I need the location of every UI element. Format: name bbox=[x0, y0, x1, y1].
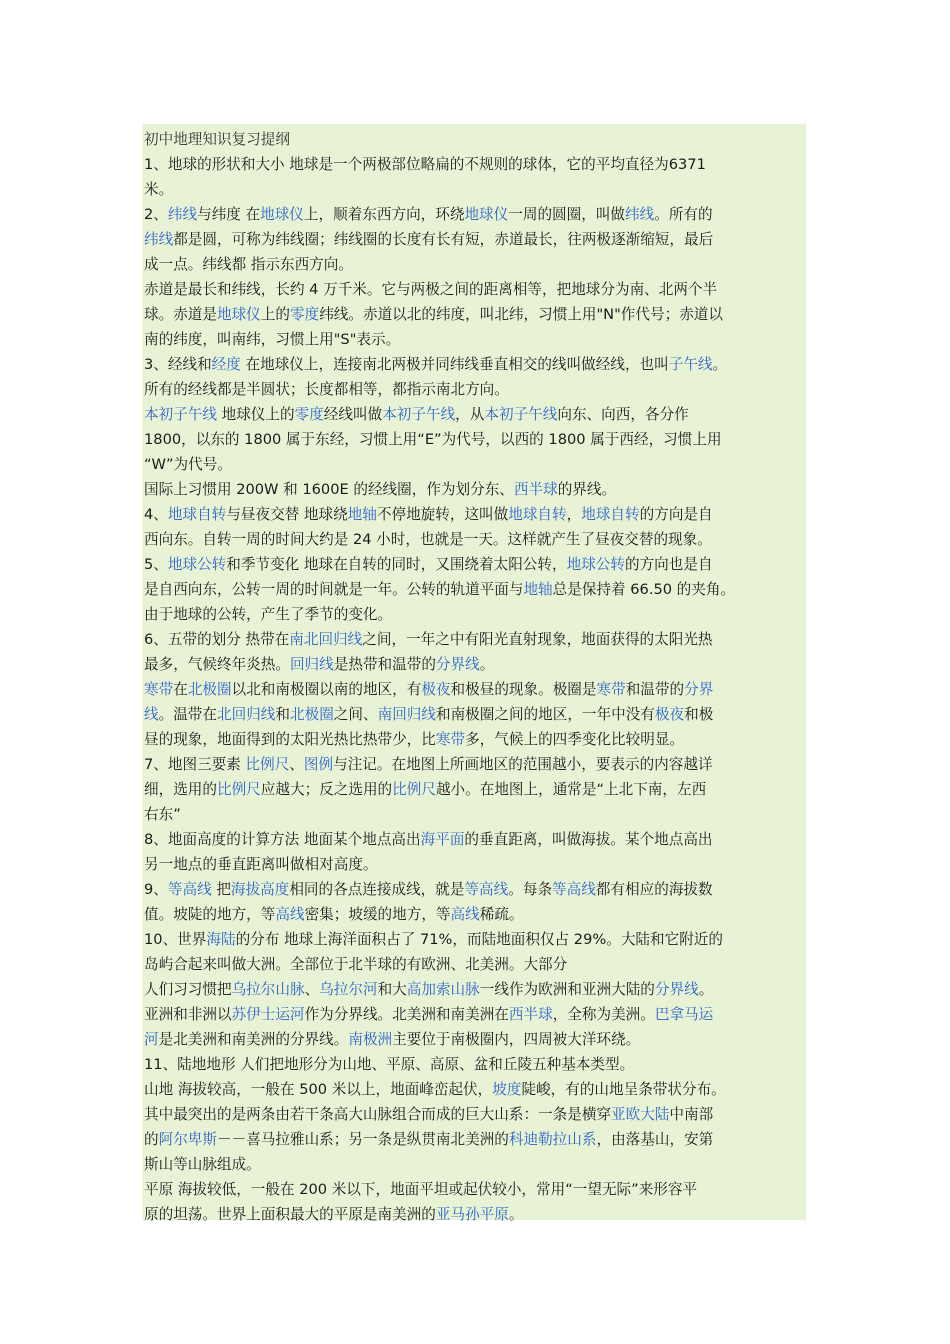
text-line bbox=[144, 152, 808, 177]
term-link[interactable]: 海平面 bbox=[420, 831, 465, 848]
text-line bbox=[144, 277, 808, 302]
text-segment: 是热带和温带的 bbox=[333, 656, 436, 673]
text-segment: 和大 bbox=[377, 981, 407, 998]
term-link[interactable]: 乌拉尔河 bbox=[319, 981, 378, 998]
term-link[interactable]: 阿尔卑斯 bbox=[158, 1131, 217, 1148]
term-link[interactable]: 北极圈 bbox=[187, 681, 232, 698]
text-segment: 右东” bbox=[144, 806, 181, 823]
text-segment: 1800，以东的 1800 属于东经，习惯上用“E”为代号，以西的 1800 属于西经，习惯上用 bbox=[144, 431, 722, 448]
text-segment: 11、陆地地形 人们把地形分为山地、平原、高原、盆和丘陵五种基本类型。 bbox=[144, 1056, 635, 1073]
text-segment: 赤道是最长和纬线，长约 4 万千米。它与两极之间的距离相等，把地球分为南、北两个半 bbox=[144, 281, 718, 298]
term-link[interactable]: 纬线 bbox=[625, 206, 655, 223]
text-line bbox=[144, 327, 808, 352]
text-segment: 3、经线和 bbox=[144, 356, 212, 373]
text-segment: 9、 bbox=[144, 881, 168, 898]
text-segment: 相同的各点连接成线，就是 bbox=[289, 881, 465, 898]
term-link[interactable]: 经度 bbox=[211, 356, 241, 373]
text-line bbox=[144, 377, 808, 402]
term-link[interactable]: 寒带 bbox=[435, 731, 466, 748]
text-segment: 昼的现象，地面得到的太阳光热比热带少，比 bbox=[144, 731, 436, 748]
term-link[interactable]: 地轴 bbox=[523, 581, 553, 598]
term-link[interactable]: 南回归线 bbox=[377, 706, 436, 723]
term-link[interactable]: 比例尺 bbox=[216, 781, 261, 798]
text-segment: 。 bbox=[479, 656, 495, 673]
text-segment: 都有相应的海拔数 bbox=[595, 881, 713, 898]
text-segment: －－喜马拉雅山系；另一条是纵贯南北美洲的 bbox=[217, 1131, 509, 1148]
text-segment: 中南部 bbox=[669, 1106, 714, 1123]
text-segment: 之间，一年之中有阳光直射现象，地面获得的太阳光热 bbox=[362, 631, 713, 648]
text-line bbox=[144, 202, 808, 227]
text-segment: 一周的圆圈，叫做 bbox=[508, 206, 626, 223]
text-line bbox=[144, 977, 808, 1002]
text-segment: 在 bbox=[173, 681, 188, 698]
text-segment: 。 bbox=[508, 1206, 524, 1223]
text-line bbox=[144, 1152, 808, 1177]
text-segment: 和南极圈之间的地区，一年中没有 bbox=[435, 706, 655, 723]
text-line bbox=[144, 802, 808, 827]
text-line bbox=[144, 777, 808, 802]
text-line bbox=[144, 302, 808, 327]
term-link[interactable]: 南北回归线 bbox=[289, 631, 363, 648]
term-link[interactable]: 线 bbox=[144, 706, 159, 723]
text-segment: 和极昼的现象。极圈是 bbox=[450, 681, 597, 698]
text-segment: 。温带在 bbox=[158, 706, 217, 723]
term-link[interactable]: 回归线 bbox=[289, 656, 334, 673]
text-segment: 、 bbox=[289, 756, 304, 773]
text-line bbox=[144, 577, 808, 602]
text-segment: 。 bbox=[712, 356, 728, 373]
term-link[interactable]: 分界线 bbox=[435, 656, 480, 673]
text-segment: 陡峻，有的山地呈条带状分布。 bbox=[521, 1081, 726, 1098]
text-segment: 另一地点的垂直距离叫做相对高度。 bbox=[144, 856, 378, 873]
term-link[interactable]: 零度 bbox=[289, 306, 320, 323]
text-segment: 国际上习惯用 200W 和 1600E 的经线圈，作为划分东、 bbox=[144, 481, 514, 498]
text-segment: 细，选用的 bbox=[144, 781, 217, 798]
text-line bbox=[144, 602, 808, 627]
term-link[interactable]: 高线 bbox=[275, 906, 305, 923]
text-segment: 把 bbox=[211, 881, 231, 898]
term-link[interactable]: 寒带 bbox=[596, 681, 626, 698]
term-link[interactable]: 西半球 bbox=[513, 481, 558, 498]
text-segment: 的界线。 bbox=[557, 481, 617, 498]
text-segment: 向东、向西，各分作 bbox=[557, 406, 689, 423]
term-link[interactable]: 等高线 bbox=[464, 881, 509, 898]
text-segment: 南的纬度，叫南纬，习惯上用"S"表示。 bbox=[144, 331, 401, 348]
text-segment: 7、地图三要素 bbox=[144, 756, 246, 773]
text-line bbox=[144, 177, 808, 202]
term-link[interactable]: 北极圈 bbox=[290, 706, 334, 723]
text-segment: 。所有的 bbox=[654, 206, 713, 223]
text-segment: 应越大；反之选用的 bbox=[260, 781, 393, 798]
text-segment: ，由落基山，安第 bbox=[596, 1131, 714, 1148]
text-segment: 8、地面高度的计算方法 地面某个地点高出 bbox=[144, 831, 421, 848]
text-line bbox=[144, 927, 808, 952]
text-line bbox=[144, 1002, 808, 1027]
text-line bbox=[144, 427, 808, 452]
text-segment: 。每条 bbox=[508, 881, 553, 898]
text-segment: 和季节变化 地球在自转的同时，又围绕着太阳公转， bbox=[226, 556, 567, 573]
text-segment: 稀疏。 bbox=[479, 906, 524, 923]
text-line bbox=[144, 902, 808, 927]
text-segment: ，从 bbox=[455, 406, 485, 423]
text-segment: 的方向是自 bbox=[639, 506, 713, 523]
term-link[interactable]: 纬线 bbox=[167, 206, 198, 223]
text-segment: 不停地旋转，这叫做 bbox=[376, 506, 509, 523]
text-segment: 其中最突出的是两条由若干条高大山脉组合而成的巨大山系：一条是横穿 bbox=[144, 1106, 612, 1123]
text-segment: 都是圆，可称为纬线圈；纬线圈的长度有长有短，赤道最长，往两极逐渐缩短，最后 bbox=[173, 231, 714, 248]
text-line bbox=[144, 752, 808, 777]
text-line bbox=[144, 227, 808, 252]
term-link[interactable]: 分界线 bbox=[654, 981, 699, 998]
term-link[interactable]: 本初子午线 bbox=[144, 406, 217, 423]
term-link[interactable]: 本初子午线 bbox=[382, 406, 456, 423]
text-segment: 成一点。纬线都 指示东西方向。 bbox=[144, 256, 353, 273]
text-segment: 之间、 bbox=[333, 706, 378, 723]
text-line bbox=[144, 652, 808, 677]
term-link[interactable]: 河 bbox=[144, 1031, 159, 1048]
text-segment: 的 bbox=[144, 1131, 159, 1148]
text-segment: 的分布 地球上海洋面积占了 71%，而陆地面积仅占 29%。大陆和它附近的 bbox=[235, 931, 723, 948]
term-link[interactable]: 地球自转 bbox=[508, 506, 567, 523]
term-link[interactable]: 地球公转 bbox=[566, 556, 625, 573]
term-link[interactable]: 分界 bbox=[684, 681, 714, 698]
term-link[interactable]: 苏伊士运河 bbox=[231, 1006, 305, 1023]
text-segment: 与纬度 在 bbox=[197, 206, 261, 223]
text-segment: 的方向也是自 bbox=[624, 556, 713, 573]
text-segment: 作为分界线。北美洲和南美洲在 bbox=[304, 1006, 509, 1023]
text-line bbox=[144, 527, 808, 552]
text-line bbox=[144, 952, 808, 977]
text-line bbox=[144, 1127, 808, 1152]
term-link[interactable]: 西半球 bbox=[508, 1006, 553, 1023]
text-line bbox=[144, 352, 808, 377]
text-segment: 。 bbox=[698, 981, 714, 998]
term-link[interactable]: 地球仪 bbox=[216, 306, 261, 323]
term-link[interactable]: 等高线 bbox=[552, 881, 596, 898]
text-segment: 最多，气候终年炎热。 bbox=[144, 656, 290, 673]
text-segment: 人们习习惯把 bbox=[144, 981, 232, 998]
text-segment: 地球仪上的 bbox=[216, 406, 295, 423]
text-line bbox=[144, 877, 808, 902]
term-link[interactable]: 北回归线 bbox=[217, 706, 276, 723]
term-link[interactable]: 地球自转 bbox=[167, 506, 227, 523]
term-link[interactable]: 亚马孙平原 bbox=[435, 1206, 509, 1223]
text-segment: 主要位于南极圈内，四周被大洋环绕。 bbox=[392, 1031, 641, 1048]
term-link[interactable]: 科迪勒拉山系 bbox=[508, 1131, 597, 1148]
text-line bbox=[144, 727, 808, 752]
text-segment: 斯山等山脉组成。 bbox=[144, 1156, 261, 1173]
term-link[interactable]: 比例尺 bbox=[392, 781, 436, 798]
text-line bbox=[144, 552, 808, 577]
term-link[interactable]: 海拔高度 bbox=[230, 881, 290, 898]
text-segment: 5、 bbox=[144, 556, 168, 573]
text-segment: 上，顺着东西方向，环绕 bbox=[303, 206, 465, 223]
term-link[interactable]: 本初子午线 bbox=[484, 406, 558, 423]
term-link[interactable]: 地轴 bbox=[347, 506, 377, 523]
text-segment: 值。坡陡的地方，等 bbox=[144, 906, 276, 923]
text-line bbox=[144, 1077, 808, 1102]
text-line bbox=[144, 1177, 808, 1202]
term-link[interactable]: 比例尺 bbox=[245, 756, 290, 773]
text-segment: 米。 bbox=[144, 181, 174, 198]
text-segment: ，全称为美洲。 bbox=[552, 1006, 655, 1023]
term-link[interactable]: 高线 bbox=[450, 906, 480, 923]
term-link[interactable]: 子午线 bbox=[668, 356, 713, 373]
text-segment: 是自西向东，公转一周的时间就是一年。公转的轨道平面与 bbox=[144, 581, 524, 598]
text-line bbox=[144, 677, 808, 702]
text-segment: 西向东。自转一周的时间大约是 24 小时，也就是一天。这样就产生了昼夜交替的现象。 bbox=[144, 531, 712, 548]
text-line bbox=[144, 827, 808, 852]
document-title: 初中地理知识复习提纲 bbox=[144, 131, 290, 148]
term-link[interactable]: 极夜 bbox=[654, 706, 685, 723]
term-link[interactable]: 坡度 bbox=[492, 1081, 522, 1098]
text-line bbox=[144, 852, 808, 877]
text-segment: 亚洲和非洲以 bbox=[144, 1006, 232, 1023]
text-segment: 和 bbox=[275, 706, 290, 723]
text-line bbox=[144, 1102, 808, 1127]
text-segment: 一线作为欧洲和亚洲大陆的 bbox=[479, 981, 655, 998]
text-segment: 以北和南极圈以南的地区，有 bbox=[231, 681, 422, 698]
term-link[interactable]: 地球自转 bbox=[581, 506, 640, 523]
text-segment: 所有的经线都是半圆状；长度都相等，都指示南北方向。 bbox=[144, 381, 509, 398]
text-line bbox=[144, 477, 808, 502]
text-segment: 10、世界 bbox=[144, 931, 207, 948]
text-line bbox=[144, 402, 808, 427]
text-segment: 与注记。在地图上所画地区的范围越小，要表示的内容越详 bbox=[333, 756, 713, 773]
text-segment: 山地 海拔较高，一般在 500 米以上，地面峰峦起伏， bbox=[144, 1081, 493, 1098]
text-line bbox=[144, 1027, 808, 1052]
term-link[interactable]: 地球仪 bbox=[260, 206, 304, 223]
text-segment: 由于地球的公转，产生了季节的变化。 bbox=[144, 606, 393, 623]
text-segment: 和温带的 bbox=[625, 681, 685, 698]
text-line bbox=[144, 252, 808, 277]
text-segment: 2、 bbox=[144, 206, 168, 223]
term-link[interactable]: 地球公转 bbox=[167, 556, 227, 573]
text-segment: 原的坦荡。世界上面积最大的平原是南美洲的 bbox=[144, 1206, 436, 1223]
text-segment: 6、五带的划分 热带在 bbox=[144, 631, 290, 648]
text-segment: 、 bbox=[304, 981, 320, 998]
text-segment: 总是保持着 66.50 的夹角。 bbox=[552, 581, 736, 598]
text-segment: 越小。在地图上，通常是“上北下南，左西 bbox=[435, 781, 707, 798]
text-segment: 4、 bbox=[144, 506, 168, 523]
document-body bbox=[144, 127, 808, 1227]
text-segment: 在地球仪上，连接南北两极并同纬线垂直相交的线叫做经线，也叫 bbox=[240, 356, 669, 373]
text-segment: 和极 bbox=[684, 706, 714, 723]
term-link[interactable]: 零度 bbox=[294, 406, 324, 423]
term-link[interactable]: 亚欧大陆 bbox=[611, 1106, 670, 1123]
text-segment: 平原 海拔较低，一般在 200 米以下，地面平坦或起伏较小，常用“一望无际”来形容平 bbox=[144, 1181, 698, 1198]
term-link[interactable]: 南极洲 bbox=[348, 1031, 393, 1048]
term-link[interactable]: 图例 bbox=[303, 756, 334, 773]
text-segment: 球。赤道是 bbox=[144, 306, 217, 323]
text-segment: 多，气候上的四季变化比较明显。 bbox=[465, 731, 685, 748]
term-link[interactable]: 寒带 bbox=[144, 681, 174, 698]
term-link[interactable]: 地球仪 bbox=[464, 206, 509, 223]
term-link[interactable]: 等高线 bbox=[167, 881, 212, 898]
text-segment: 岛屿合起来叫做大洲。全部位于北半球的有欧洲、北美洲。大部分 bbox=[144, 956, 568, 973]
text-segment: 纬线。赤道以北的纬度，叫北纬，习惯上用"N"作代号；赤道以 bbox=[319, 306, 723, 323]
text-segment: 上的 bbox=[260, 306, 290, 323]
term-link[interactable]: 高加索山脉 bbox=[406, 981, 480, 998]
text-line bbox=[144, 702, 808, 727]
text-line bbox=[144, 452, 808, 477]
text-line bbox=[144, 1052, 808, 1077]
text-segment: 经线叫做 bbox=[323, 406, 383, 423]
term-link[interactable]: 海陆 bbox=[206, 931, 236, 948]
text-segment: ， bbox=[566, 506, 582, 523]
term-link[interactable]: 极夜 bbox=[421, 681, 451, 698]
text-line bbox=[144, 502, 808, 527]
term-link[interactable]: 纬线 bbox=[144, 231, 174, 248]
text-segment: 1、地球的形状和大小 地球是一个两极部位略扁的不规则的球体，它的平均直径为6371 bbox=[144, 156, 706, 173]
text-segment: 是北美洲和南美洲的分界线。 bbox=[158, 1031, 349, 1048]
text-segment: “W”为代号。 bbox=[144, 456, 232, 473]
text-segment: 与昼夜交替 地球绕 bbox=[226, 506, 348, 523]
text-segment: 密集；坡缓的地方，等 bbox=[304, 906, 451, 923]
text-segment: 的垂直距离，叫做海拔。某个地点高出 bbox=[464, 831, 713, 848]
term-link[interactable]: 乌拉尔山脉 bbox=[231, 981, 305, 998]
text-line bbox=[144, 1202, 808, 1227]
term-link[interactable]: 巴拿马运 bbox=[654, 1006, 714, 1023]
text-line bbox=[144, 627, 808, 652]
